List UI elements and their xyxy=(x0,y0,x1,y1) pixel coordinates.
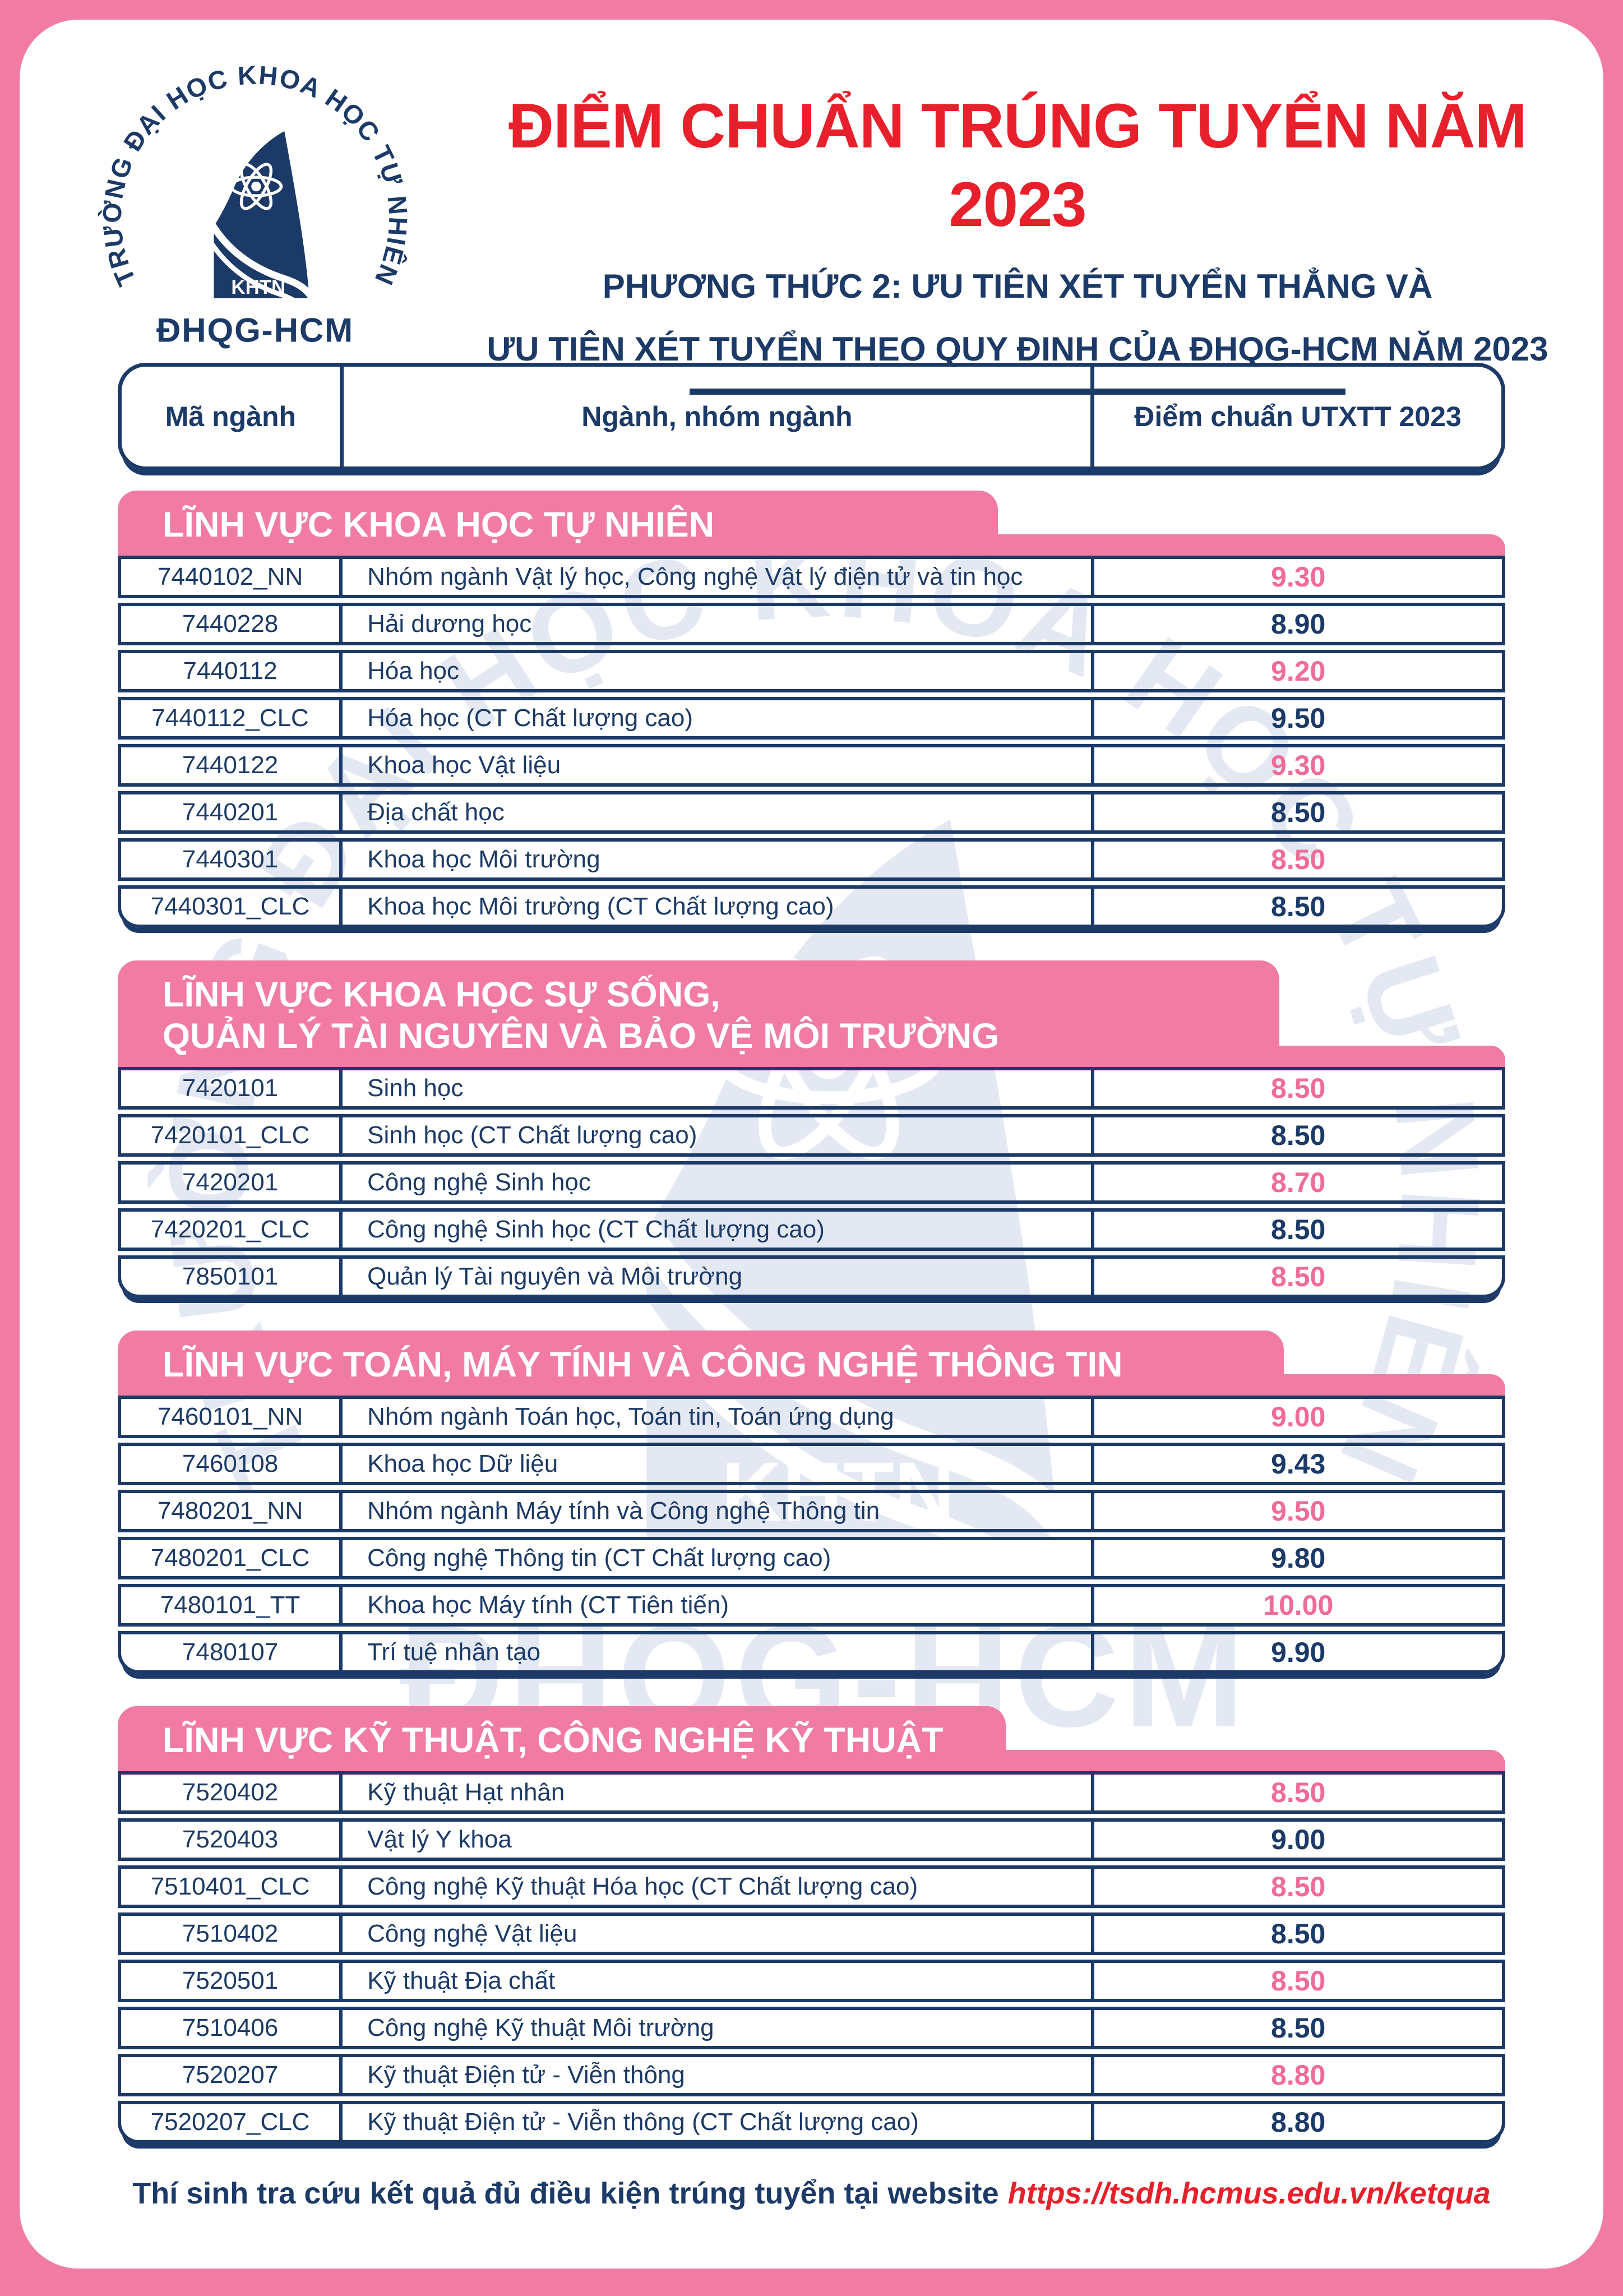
table-row xyxy=(118,697,1505,740)
score-value: 10.00 xyxy=(1263,1590,1334,1621)
table-row xyxy=(118,2007,1505,2049)
major-name: Công nghệ Kỹ thuật Môi trường xyxy=(343,2010,1094,2046)
major-code: 7480101_TT xyxy=(121,1587,343,1623)
column-header-code: Mã ngành xyxy=(122,367,344,466)
masthead xyxy=(20,20,1603,368)
major-code: 7520403 xyxy=(121,1822,343,1858)
major-code: 7520207_CLC xyxy=(121,2104,343,2140)
section-title xyxy=(118,960,1279,1067)
score-value: 8.50 xyxy=(1271,1120,1326,1151)
major-name: Hải dương học xyxy=(343,606,1094,642)
major-name: Công nghệ Kỹ thuật Hóa học (CT Chất lượng cao) xyxy=(343,1869,1094,1905)
footer xyxy=(20,2175,1603,2212)
major-name: Khoa học Vật liệu xyxy=(343,747,1094,783)
subtitle-line2: ƯU TIÊN XÉT TUYỂN THEO QUY ĐỊNH CỦA ĐHQG-HCM NĂM 2023 xyxy=(487,330,1548,368)
score-value: 8.50 xyxy=(1271,844,1326,875)
major-code: 7510406 xyxy=(121,2010,343,2046)
score-value: 8.50 xyxy=(1271,1777,1326,1808)
score-value: 8.50 xyxy=(1271,1261,1326,1292)
section-title xyxy=(118,1331,1284,1396)
score-value: 8.50 xyxy=(1271,1214,1326,1245)
major-code: 7440301_CLC xyxy=(121,889,343,925)
section-title xyxy=(118,491,998,556)
major-name: Công nghệ Sinh học xyxy=(343,1165,1094,1200)
major-code: 7850101 xyxy=(121,1259,343,1295)
major-name: Sinh học xyxy=(343,1070,1094,1106)
table-row xyxy=(118,1255,1505,1298)
major-code: 7420201_CLC xyxy=(121,1212,343,1248)
score-value: 8.50 xyxy=(1271,1918,1326,1949)
university-logo xyxy=(76,44,434,381)
major-code: 7480107 xyxy=(121,1634,343,1670)
major-name: Công nghệ Thông tin (CT Chất lượng cao) xyxy=(343,1540,1094,1576)
major-code: 7440301 xyxy=(121,842,343,877)
major-code: 7480201_NN xyxy=(121,1493,343,1529)
major-code: 7440122 xyxy=(121,747,343,783)
major-name: Trí tuệ nhân tạo xyxy=(343,1634,1094,1670)
major-name: Khoa học Dữ liệu xyxy=(343,1446,1094,1482)
major-name: Kỹ thuật Địa chất xyxy=(343,1963,1094,1999)
major-code: 7440112 xyxy=(121,653,343,689)
major-name: Hóa học xyxy=(343,653,1094,689)
section-title-line: LĨNH VỰC KỸ THUẬT, CÔNG NGHỆ KỸ THUẬT xyxy=(163,1721,944,1760)
score-value: 9.30 xyxy=(1271,561,1326,593)
major-name: Quản lý Tài nguyên và Môi trường xyxy=(343,1259,1094,1295)
major-code: 7460101_NN xyxy=(121,1399,343,1435)
score-value: 8.50 xyxy=(1271,891,1326,922)
major-code: 7420201 xyxy=(121,1165,343,1200)
score-value: 8.50 xyxy=(1271,2012,1326,2044)
table-row xyxy=(118,791,1505,834)
score-value: 8.90 xyxy=(1271,608,1326,640)
table-row xyxy=(118,1490,1505,1532)
table-row xyxy=(118,1631,1505,1674)
section-table xyxy=(118,1396,1505,1674)
table-row xyxy=(118,1537,1505,1579)
major-code: 7420101_CLC xyxy=(121,1117,343,1153)
score-value: 9.90 xyxy=(1271,1637,1326,1668)
section-table xyxy=(118,1067,1505,1298)
table-row xyxy=(118,1208,1505,1251)
section-life-sciences-environment xyxy=(118,960,1505,1298)
table-row xyxy=(118,1912,1505,1955)
major-name: Kỹ thuật Điện tử - Viễn thông (CT Chất lượng cao) xyxy=(343,2104,1094,2140)
section-natural-sciences xyxy=(118,491,1505,928)
title-block xyxy=(434,87,1601,395)
section-engineering-technology xyxy=(118,1706,1505,2143)
major-name: Nhóm ngành Toán học, Toán tin, Toán ứng dụng xyxy=(343,1399,1094,1435)
table-row xyxy=(118,1865,1505,1908)
section-title-line: LĨNH VỰC KHOA HỌC TỰ NHIÊN xyxy=(163,505,715,544)
table-row xyxy=(118,556,1505,598)
score-value: 9.00 xyxy=(1271,1401,1326,1433)
score-value: 9.30 xyxy=(1271,750,1326,781)
table-row xyxy=(118,2054,1505,2096)
table-row xyxy=(118,1584,1505,1627)
major-code: 7520207 xyxy=(121,2057,343,2093)
score-value: 8.50 xyxy=(1271,797,1326,828)
major-code: 7440102_NN xyxy=(121,559,343,595)
major-name: Địa chất học xyxy=(343,794,1094,830)
major-name: Kỹ thuật Hạt nhân xyxy=(343,1775,1094,1810)
score-value: 8.80 xyxy=(1271,2059,1326,2091)
score-value: 8.50 xyxy=(1271,1871,1326,1902)
major-name: Nhóm ngành Vật lý học, Công nghệ Vật lý điện tử và tin học xyxy=(343,559,1094,595)
table-row xyxy=(118,885,1505,928)
section-math-computing-it xyxy=(118,1331,1505,1674)
section-title-line: LĨNH VỰC KHOA HỌC SỰ SỐNG, xyxy=(163,975,720,1014)
subtitle-line1: PHƯƠNG THỨC 2: ƯU TIÊN XÉT TUYỂN THẲNG VÀ xyxy=(602,267,1433,305)
major-name: Kỹ thuật Điện tử - Viễn thông xyxy=(343,2057,1094,2093)
table-row xyxy=(118,1396,1505,1438)
major-name: Công nghệ Sinh học (CT Chất lượng cao) xyxy=(343,1212,1094,1248)
section-title-line: LĨNH VỰC TOÁN, MÁY TÍNH VÀ CÔNG NGHỆ THÔNG TIN xyxy=(163,1345,1123,1384)
table-row xyxy=(118,1161,1505,1204)
table-row xyxy=(118,1114,1505,1157)
section-header-tab xyxy=(118,1331,1505,1396)
score-value: 9.20 xyxy=(1271,655,1326,687)
major-name: Nhóm ngành Máy tính và Công nghệ Thông tin xyxy=(343,1493,1094,1529)
score-value: 9.43 xyxy=(1271,1448,1326,1480)
table-row xyxy=(118,2101,1505,2143)
major-name: Vật lý Y khoa xyxy=(343,1822,1094,1858)
major-code: 7460108 xyxy=(121,1446,343,1482)
title-underline xyxy=(690,389,1345,395)
column-header-name: Ngành, nhóm ngành xyxy=(344,367,1094,466)
page-title: ĐIỂM CHUẨN TRÚNG TUYỂN NĂM 2023 xyxy=(508,91,1527,239)
major-name: Khoa học Môi trường xyxy=(343,842,1094,877)
table-row xyxy=(118,650,1505,692)
score-value: 9.00 xyxy=(1271,1824,1326,1855)
major-code: 7440112_CLC xyxy=(121,700,343,736)
major-code: 7510401_CLC xyxy=(121,1869,343,1905)
score-value: 9.80 xyxy=(1271,1542,1326,1574)
major-name: Khoa học Máy tính (CT Tiên tiến) xyxy=(343,1587,1094,1623)
table-row xyxy=(118,1771,1505,1814)
major-name: Hóa học (CT Chất lượng cao) xyxy=(343,700,1094,736)
score-value: 8.50 xyxy=(1271,1073,1326,1104)
major-name: Khoa học Môi trường (CT Chất lượng cao) xyxy=(343,889,1094,925)
section-header-tab xyxy=(118,1706,1505,1771)
table-row xyxy=(118,1960,1505,2002)
results-link[interactable]: https://tsdh.hcmus.edu.vn/ketqua xyxy=(1007,2177,1491,2210)
table-row xyxy=(118,1818,1505,1861)
score-value: 8.50 xyxy=(1271,1965,1326,1997)
major-code: 7420101 xyxy=(121,1070,343,1106)
table-row xyxy=(118,1067,1505,1110)
section-table xyxy=(118,1771,1505,2143)
section-header-tab xyxy=(118,960,1505,1067)
score-value: 8.80 xyxy=(1271,2106,1326,2138)
section-header-tab xyxy=(118,491,1505,556)
major-code: 7440201 xyxy=(121,794,343,830)
column-header-score: Điểm chuẩn UTXTT 2023 xyxy=(1134,401,1462,432)
table-row xyxy=(118,1443,1505,1485)
major-code: 7480201_CLC xyxy=(121,1540,343,1576)
score-value: 8.70 xyxy=(1271,1167,1326,1198)
major-code: 7520402 xyxy=(121,1775,343,1810)
section-title xyxy=(118,1706,1006,1771)
major-name: Công nghệ Vật liệu xyxy=(343,1916,1094,1952)
section-table xyxy=(118,556,1505,928)
major-name: Sinh học (CT Chất lượng cao) xyxy=(343,1117,1094,1153)
poster-content xyxy=(20,20,1603,2269)
major-code: 7510402 xyxy=(121,1916,343,1952)
major-code: 7440228 xyxy=(121,606,343,642)
score-value: 9.50 xyxy=(1271,1495,1326,1527)
score-value: 9.50 xyxy=(1271,703,1326,734)
table-row xyxy=(118,838,1505,881)
section-title-line: QUẢN LÝ TÀI NGUYÊN VÀ BẢO VỆ MÔI TRƯỜNG xyxy=(163,1017,1000,1056)
table-row xyxy=(118,744,1505,787)
major-code: 7520501 xyxy=(121,1963,343,1999)
table-row xyxy=(118,603,1505,645)
footer-text: Thí sinh tra cứu kết quả đủ điều kiện trúng tuyển tại website xyxy=(132,2177,999,2210)
